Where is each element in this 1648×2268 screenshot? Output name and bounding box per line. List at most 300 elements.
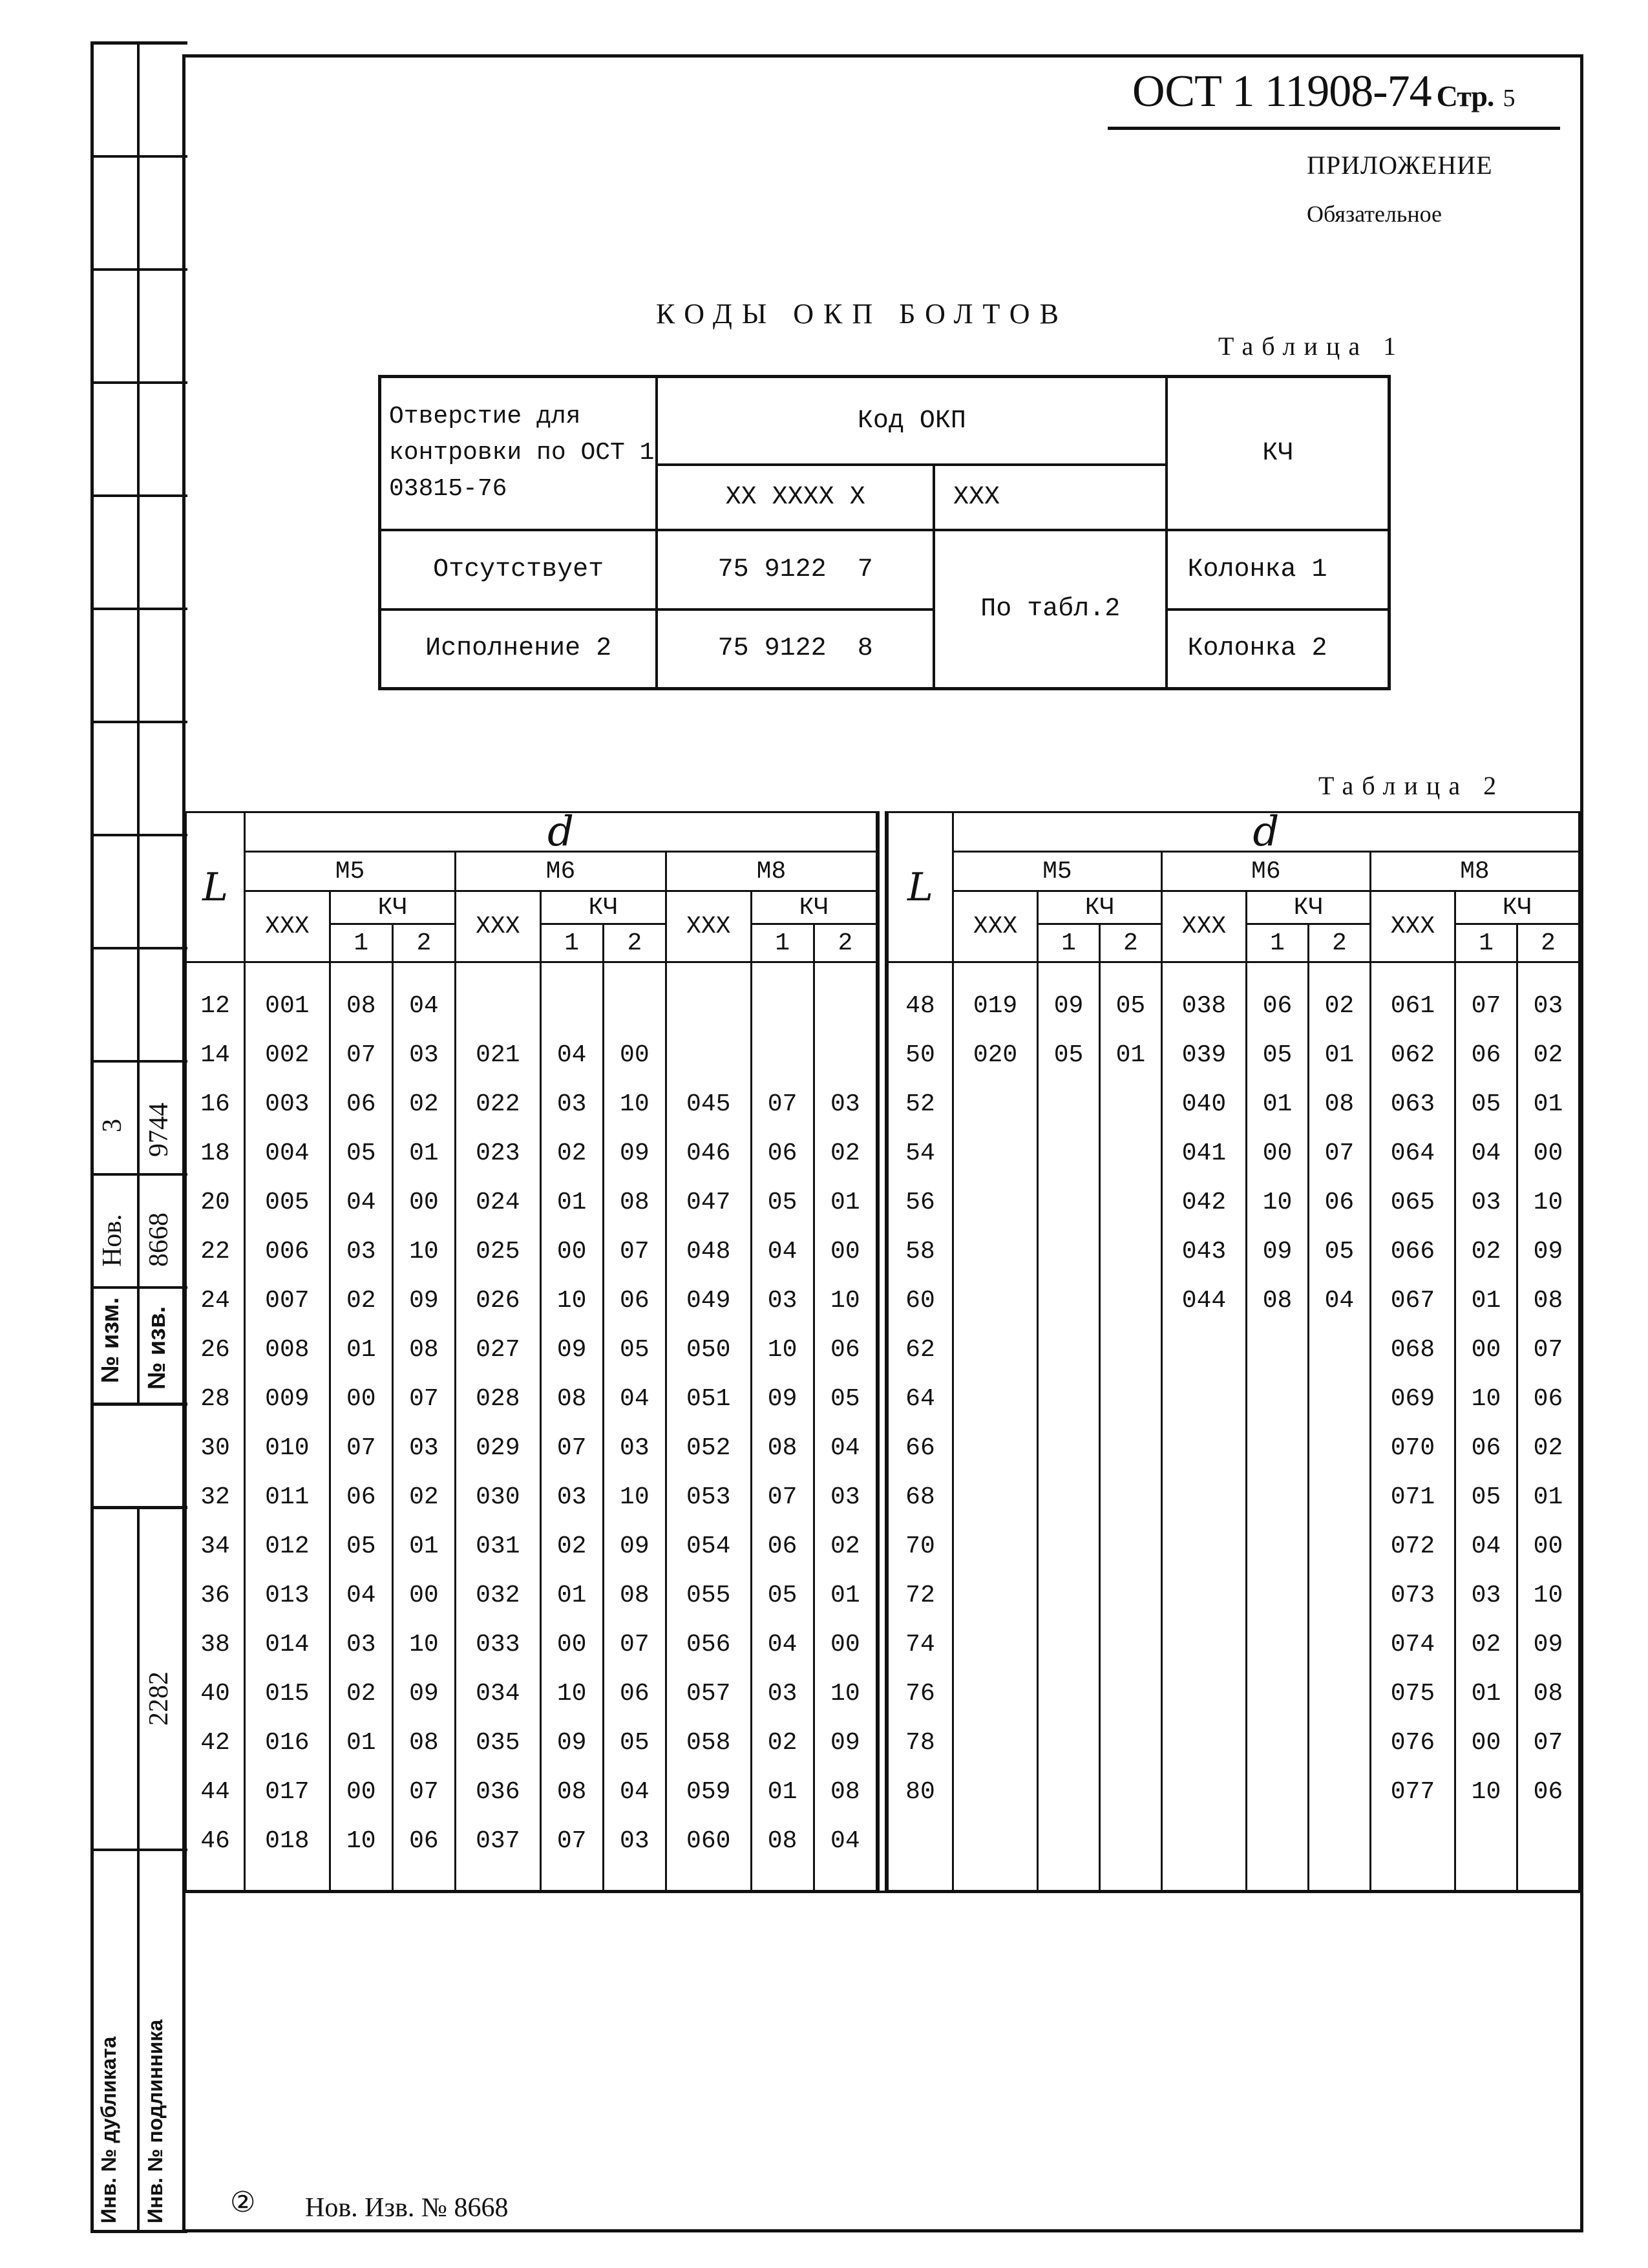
table2-right-cell: 58 [888, 1227, 953, 1276]
table2-left-cell: 02 [330, 1276, 392, 1325]
table2-right-cell [1308, 1325, 1370, 1374]
table2-right-cell [953, 1571, 1037, 1620]
table2-right-cell [1100, 1571, 1162, 1620]
table2-left-cell: 08 [751, 1816, 814, 1865]
table2-right-cell: 01 [1308, 1030, 1370, 1079]
table2-right-cell [1161, 1571, 1246, 1620]
table2-left-cell: 30 [186, 1423, 245, 1472]
table2-right-cell [953, 1767, 1037, 1816]
table2-right-cell: 04 [1308, 1276, 1370, 1325]
table2-right-cell [953, 1079, 1037, 1129]
table2-right-cell [1308, 1571, 1370, 1620]
table2-left-cell: 04 [814, 1816, 876, 1865]
table2-right-cell [953, 1374, 1037, 1423]
table2-right-cell [1161, 1718, 1246, 1767]
table2-right-cell [1038, 1374, 1100, 1423]
empty-cell [456, 1865, 541, 1891]
table2-right-cell [953, 1325, 1037, 1374]
table2-left-cell: 059 [666, 1767, 751, 1816]
table2-right-cell: 10 [1517, 1571, 1579, 1620]
table2-right-kch-col: 1 [1455, 924, 1517, 962]
table2-right-cell [1038, 1472, 1100, 1521]
table2-right-cell: 01 [1247, 1079, 1309, 1129]
empty-cell [540, 1865, 603, 1891]
table2-left-kch: КЧ [330, 891, 455, 924]
table2-right-cell: 020 [953, 1030, 1037, 1079]
table2-right-cell: 54 [888, 1129, 953, 1178]
table2-left-cell: 16 [186, 1079, 245, 1129]
table2-right-cell: 01 [1517, 1079, 1579, 1129]
table2-left-cell: 10 [751, 1325, 814, 1374]
strip-row-line [90, 1173, 187, 1176]
table2-right-cell: 01 [1100, 1030, 1162, 1079]
table2-left-size-m8: M8 [666, 852, 876, 891]
table2-left-cell: 09 [392, 1276, 455, 1325]
table2-right-cell [1100, 1276, 1162, 1325]
table2-right-cell: 08 [1247, 1276, 1309, 1325]
table2-right-cell [953, 1423, 1037, 1472]
table2-right-cell [1038, 1669, 1100, 1718]
stamp-dup-label: Инв. № дубликата [97, 2036, 120, 2223]
strip-top-border [90, 41, 187, 45]
table2-right-cell [1038, 1276, 1100, 1325]
strip-left-border [90, 41, 94, 2232]
table2-right-cell [953, 1472, 1037, 1521]
table-row [186, 1521, 877, 1571]
table-row [888, 1521, 1579, 1571]
table2-right-cell: 06 [1308, 1178, 1370, 1227]
table-row [186, 1767, 877, 1816]
table1-row2-code: 75 9122 8 [657, 609, 934, 689]
table2-right-cell: 06 [1517, 1374, 1579, 1423]
table2-left-cell: 016 [245, 1718, 330, 1767]
table1-okp-sub1: XX XXXX X [657, 465, 934, 530]
table2-left-cell: 09 [814, 1718, 876, 1767]
table2-right-cell: 070 [1370, 1423, 1455, 1472]
table2-left-cell: 10 [814, 1669, 876, 1718]
stamp-change-label: № изм. [97, 1297, 124, 1383]
table2-right-cell: 05 [1308, 1227, 1370, 1276]
table2-right-kch-col: 1 [1247, 924, 1309, 962]
table2-right-cell: 04 [1455, 1129, 1517, 1178]
table2-left-cell: 036 [456, 1767, 541, 1816]
table2-left-cell: 02 [540, 1129, 603, 1178]
table2-left-cell: 32 [186, 1472, 245, 1521]
table2-left-cell: 021 [456, 1030, 541, 1079]
table1-row1-kch: Колонка 1 [1167, 530, 1389, 609]
table2-left-cell: 051 [666, 1374, 751, 1423]
table2-left-cell: 06 [751, 1521, 814, 1571]
page-label: Стр. [1436, 79, 1494, 112]
table2-right-cell [1038, 1767, 1100, 1816]
table2-left-kch-col: 1 [540, 924, 603, 962]
table2-left-cell: 002 [245, 1030, 330, 1079]
table2-left-cell: 06 [392, 1816, 455, 1865]
table2-right-cell [1161, 1374, 1246, 1423]
table2-right-cell [1247, 1472, 1309, 1521]
table2-right-cell [1100, 1227, 1162, 1276]
table2-left-cell: 46 [186, 1816, 245, 1865]
table2-right-cell [1308, 1472, 1370, 1521]
table2-left-cell: 055 [666, 1571, 751, 1620]
table2-left-cell: 010 [245, 1423, 330, 1472]
stamp-notice-label: № изв. [143, 1306, 171, 1390]
table1-row1-code: 75 9122 7 [657, 530, 934, 609]
table2-right-kch-col: 2 [1100, 924, 1162, 962]
empty-cell [186, 1865, 245, 1891]
table2-left-cell: 01 [540, 1571, 603, 1620]
table2-left-cell [603, 962, 666, 1031]
table2-left-cell: 05 [814, 1374, 876, 1423]
table2-left-cell: 00 [392, 1178, 455, 1227]
page-number: 5 [1503, 85, 1515, 112]
table2-right-xxx: XXX [1370, 891, 1455, 962]
table2-left-cell: 03 [751, 1276, 814, 1325]
table2-left-cell: 09 [540, 1718, 603, 1767]
table2-right-cell [1308, 1374, 1370, 1423]
table2-right-cell: 063 [1370, 1079, 1455, 1129]
table-row [186, 1374, 877, 1423]
table2-right-cell [1308, 1521, 1370, 1571]
table2-right-cell [1247, 1767, 1309, 1816]
table2-right-cell: 01 [1517, 1472, 1579, 1521]
table2-left-cell: 03 [814, 1079, 876, 1129]
table2-right-cell [1100, 1767, 1162, 1816]
table2-left-cell: 08 [540, 1374, 603, 1423]
empty-cell [1038, 1816, 1100, 1891]
table2-right-cell [1038, 1620, 1100, 1669]
table2-left-cell: 40 [186, 1669, 245, 1718]
table2-left-l-header: L [186, 812, 245, 962]
table2-left-cell: 10 [540, 1669, 603, 1718]
table2-right-cell: 52 [888, 1079, 953, 1129]
table2-left-cell: 058 [666, 1718, 751, 1767]
table2-left-kch-col: 2 [392, 924, 455, 962]
table2-left-cell: 00 [814, 1227, 876, 1276]
table2-right-cell: 50 [888, 1030, 953, 1079]
table2-left-cell: 03 [330, 1227, 392, 1276]
strip-divider-lower [137, 1509, 140, 2232]
table2-right-cell [1247, 1374, 1309, 1423]
table2-right [887, 808, 1580, 1892]
table1-hole-header [380, 377, 657, 530]
table2-right-kch-col: 2 [1517, 924, 1579, 962]
table2-left-cell: 02 [330, 1669, 392, 1718]
table2-left-cell: 01 [814, 1178, 876, 1227]
strip-row-line [90, 721, 187, 723]
table2-right-cell [953, 1178, 1037, 1227]
table2-left-cell: 054 [666, 1521, 751, 1571]
table2-left-cell: 04 [392, 962, 455, 1031]
table2-left-cell: 08 [751, 1423, 814, 1472]
table2-left-cell: 018 [245, 1816, 330, 1865]
strip-row-line [90, 1060, 187, 1063]
empty-cell [603, 1865, 666, 1891]
table2-left-cell [751, 1030, 814, 1079]
table2-right-cell: 041 [1161, 1129, 1246, 1178]
table2-right-cell [1100, 1423, 1162, 1472]
empty-cell [666, 1865, 751, 1891]
table2-left-cell: 07 [392, 1374, 455, 1423]
strip-row-line [90, 155, 187, 158]
table2-left-cell: 007 [245, 1276, 330, 1325]
table2-right-cell: 10 [1517, 1178, 1579, 1227]
strip-row-line [90, 268, 187, 271]
table2-right-cell: 00 [1517, 1521, 1579, 1571]
table1-kch-header: КЧ [1167, 377, 1389, 530]
table2-left-cell: 01 [392, 1521, 455, 1571]
table2-right-cell: 68 [888, 1472, 953, 1521]
table2-left-cell: 26 [186, 1325, 245, 1374]
table2-right-cell [1161, 1669, 1246, 1718]
strip-bottom-border [90, 2230, 187, 2233]
table2-right-cell: 06 [1247, 962, 1309, 1031]
table2-left-cell: 00 [814, 1620, 876, 1669]
footer-circled-mark: ② [230, 2187, 256, 2218]
table2-right-cell: 06 [1517, 1767, 1579, 1816]
table-row [186, 1669, 877, 1718]
table2-left-cell: 06 [751, 1129, 814, 1178]
table-row [186, 1325, 877, 1374]
table2-right-cell: 05 [1455, 1472, 1517, 1521]
document-number: ОСТ 1 11908-74 [1132, 67, 1431, 116]
appendix-title: ПРИЛОЖЕНИЕ [1307, 151, 1493, 180]
table2-left-cell: 22 [186, 1227, 245, 1276]
strip-row-line [90, 1403, 187, 1406]
table2-left-cell: 029 [456, 1423, 541, 1472]
table2-left-cell: 07 [603, 1620, 666, 1669]
table2-right-cell: 02 [1455, 1620, 1517, 1669]
table2-left-cell: 005 [245, 1178, 330, 1227]
table2-right-cell: 10 [1455, 1767, 1517, 1816]
table2-right-cell: 10 [1247, 1178, 1309, 1227]
table2-right-cell [1038, 1227, 1100, 1276]
table2-right-cell: 07 [1455, 962, 1517, 1031]
table2-left-cell: 015 [245, 1669, 330, 1718]
table2-right-size-m8: M8 [1370, 852, 1579, 891]
table2-left-cell: 10 [814, 1276, 876, 1325]
table2-right-cell: 019 [953, 962, 1037, 1031]
table2-right-cell: 068 [1370, 1325, 1455, 1374]
table2-left-cell: 07 [540, 1816, 603, 1865]
table2-left-cell: 035 [456, 1718, 541, 1767]
table2-left-cell: 05 [603, 1325, 666, 1374]
table2-right-cell [953, 1669, 1037, 1718]
table2-left-cell: 033 [456, 1620, 541, 1669]
table2-right-cell: 00 [1455, 1718, 1517, 1767]
table2-left-cell: 01 [392, 1129, 455, 1178]
table2-left-cell: 38 [186, 1620, 245, 1669]
table2-left-cell: 028 [456, 1374, 541, 1423]
table2-left-cell: 10 [330, 1816, 392, 1865]
table2-right-cell [1247, 1620, 1309, 1669]
table2-right-cell [1161, 1767, 1246, 1816]
table2-left-d-header: d [245, 812, 877, 852]
table2-left-cell: 02 [540, 1521, 603, 1571]
table2-right-cell: 76 [888, 1669, 953, 1718]
table2-left-cell: 08 [392, 1325, 455, 1374]
table2-right-cell: 00 [1247, 1129, 1309, 1178]
stamp-new-label: Нов. [98, 1214, 127, 1267]
table2-right-cell [1038, 1178, 1100, 1227]
table2-left-cell: 00 [540, 1620, 603, 1669]
table-row [888, 1079, 1579, 1129]
table2-right-cell [953, 1276, 1037, 1325]
table2-right-cell [1161, 1620, 1246, 1669]
table2-left-cell: 03 [330, 1620, 392, 1669]
table2-right-cell: 09 [1038, 962, 1100, 1031]
stamp-inv-no: 2282 [144, 1671, 174, 1726]
table2-right-cell: 077 [1370, 1767, 1455, 1816]
table2-left-cell: 012 [245, 1521, 330, 1571]
table2-left-size-m6: M6 [456, 852, 666, 891]
table2-right-cell: 074 [1370, 1620, 1455, 1669]
table2-right-kch-col: 2 [1308, 924, 1370, 962]
table2-left-cell: 011 [245, 1472, 330, 1521]
empty-cell [953, 1816, 1037, 1891]
table-row [186, 1129, 877, 1178]
table2-left-cell: 09 [603, 1521, 666, 1571]
table2-right-cell: 065 [1370, 1178, 1455, 1227]
table2-left-cell: 014 [245, 1620, 330, 1669]
empty-cell [1517, 1816, 1579, 1891]
table2-left-cell: 06 [814, 1325, 876, 1374]
table2-left-kch-col: 2 [603, 924, 666, 962]
table2-right-cell: 043 [1161, 1227, 1246, 1276]
table-row [888, 1374, 1579, 1423]
table2-right-cell [1100, 1718, 1162, 1767]
table2-left-cell: 025 [456, 1227, 541, 1276]
table-row [888, 1767, 1579, 1816]
table2-left-cell: 04 [330, 1571, 392, 1620]
table2-right-cell: 07 [1308, 1129, 1370, 1178]
table1-hole-header-text: Отверстие для контровки по ОСТ 1 03815-76 [389, 403, 655, 503]
table2-right-xxx: XXX [1161, 891, 1246, 962]
table2-left-cell: 42 [186, 1718, 245, 1767]
empty-cell [751, 1865, 814, 1891]
table2-left-cell: 14 [186, 1030, 245, 1079]
table2-left-cell: 046 [666, 1129, 751, 1178]
table2-left-cell: 053 [666, 1472, 751, 1521]
table2-left-cell: 00 [330, 1374, 392, 1423]
table2-right-cell [1038, 1129, 1100, 1178]
table2-right-cell [953, 1227, 1037, 1276]
table2-left-cell: 34 [186, 1521, 245, 1571]
table1-row2-kch: Колонка 2 [1167, 609, 1389, 689]
table2-right-cell: 09 [1247, 1227, 1309, 1276]
table2-left-cell: 03 [392, 1423, 455, 1472]
table-row [888, 1129, 1579, 1178]
table2-left-cell: 10 [603, 1472, 666, 1521]
table2-right-cell [1247, 1718, 1309, 1767]
table2-right-cell: 06 [1455, 1030, 1517, 1079]
table2-left-cell [814, 962, 876, 1031]
table2-left-cell: 004 [245, 1129, 330, 1178]
table2-left-cell: 027 [456, 1325, 541, 1374]
table2-right-cell: 66 [888, 1423, 953, 1472]
strip-row-line [90, 494, 187, 497]
table2-right-cell: 08 [1308, 1079, 1370, 1129]
table2-left-cell: 01 [751, 1767, 814, 1816]
table2-left-cell: 02 [814, 1521, 876, 1571]
table2-right-cell: 70 [888, 1521, 953, 1571]
table2-right-cell: 80 [888, 1767, 953, 1816]
table2-left-cell: 008 [245, 1325, 330, 1374]
table2-right-cell: 02 [1455, 1227, 1517, 1276]
table-row [888, 1423, 1579, 1472]
table2-left-cell: 02 [814, 1129, 876, 1178]
table2-left-cell: 030 [456, 1472, 541, 1521]
table1 [378, 375, 1391, 690]
table2-right-cell: 72 [888, 1571, 953, 1620]
table2-right-cell: 01 [1455, 1276, 1517, 1325]
empty-cell [1161, 1816, 1246, 1891]
table2-left-cell: 06 [330, 1079, 392, 1129]
table2-right-cell: 042 [1161, 1178, 1246, 1227]
table-row [888, 1620, 1579, 1669]
table2-left-kch-col: 1 [751, 924, 814, 962]
table2-left-cell: 08 [540, 1767, 603, 1816]
table2-double-divider [878, 811, 887, 1892]
table2-left-cell: 03 [392, 1030, 455, 1079]
table2-left-cell: 05 [603, 1718, 666, 1767]
empty-cell [1308, 1816, 1370, 1891]
table2-left-cell: 057 [666, 1669, 751, 1718]
table2-right-cell [1247, 1325, 1309, 1374]
strip-row-line [90, 1506, 187, 1509]
stamp-notice-no: 9744 [144, 1103, 174, 1157]
table2-left-cell: 006 [245, 1227, 330, 1276]
table2-right-cell: 076 [1370, 1718, 1455, 1767]
table-row [186, 1276, 877, 1325]
table2-right-cell [1161, 1325, 1246, 1374]
table2-right-cell: 10 [1455, 1374, 1517, 1423]
table2-left-cell: 013 [245, 1571, 330, 1620]
table2-right-cell: 56 [888, 1178, 953, 1227]
table2-left [185, 808, 878, 1892]
table2-right-cell [953, 1521, 1037, 1571]
table2-right-kch: КЧ [1247, 891, 1371, 924]
table2-right-cell [1038, 1423, 1100, 1472]
table2-right-cell [1100, 1178, 1162, 1227]
table2-left-cell: 10 [603, 1079, 666, 1129]
table2-left-cell: 06 [330, 1472, 392, 1521]
table2-right-cell [1038, 1325, 1100, 1374]
table2-right-cell [953, 1718, 1037, 1767]
table2-right-cell [1247, 1669, 1309, 1718]
table2-right-cell [1308, 1620, 1370, 1669]
table2-right-cell: 02 [1517, 1423, 1579, 1472]
table2-right-cell: 039 [1161, 1030, 1246, 1079]
table2-right-cell [1247, 1521, 1309, 1571]
table2-left-cell: 017 [245, 1767, 330, 1816]
table2-left-kch-col: 1 [330, 924, 392, 962]
table2-left-cell: 08 [603, 1178, 666, 1227]
table2-right-cell [953, 1620, 1037, 1669]
table2-right-cell: 062 [1370, 1030, 1455, 1079]
table-row [888, 1178, 1579, 1227]
empty-cell [1370, 1816, 1455, 1891]
table2-right-size-m6: M6 [1161, 852, 1370, 891]
table2-right-cell: 48 [888, 962, 953, 1031]
table2-left-cell: 02 [392, 1472, 455, 1521]
document-code [1132, 66, 1514, 118]
table2-right-cell: 60 [888, 1276, 953, 1325]
table2-right-kch-col: 1 [1038, 924, 1100, 962]
table2-right-kch: КЧ [1038, 891, 1162, 924]
table2-left-cell: 06 [603, 1276, 666, 1325]
table2-left-cell: 07 [751, 1079, 814, 1129]
